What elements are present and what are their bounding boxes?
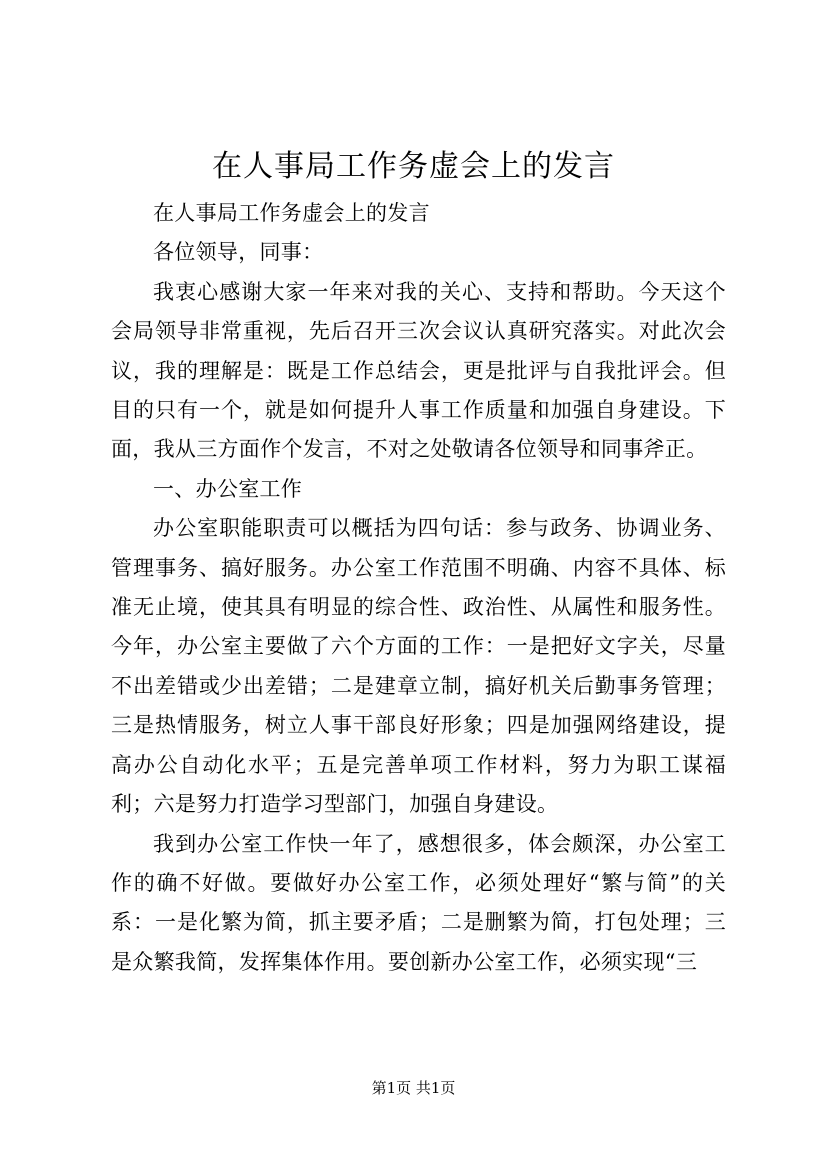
paragraph-subtitle: 在人事局工作务虚会上的发言 <box>153 201 430 225</box>
page-footer: 第1页 共1页 <box>371 1079 456 1097</box>
document-title: 在人事局工作务虚会上的发言 <box>212 149 615 184</box>
paragraph-office-duties: 办公室职能职责可以概括为四句话：参与政务、协调业务、管理事务、搞好服务。办公室工作范围不明确、内容不具体、标准无止境，使其具有明显的综合性、政治性、从属性和服务性。今年，办公室主要做了六个方面的工作：一是把好文字关，尽量不出差错或少出差错；二是建章立制，搞好机关后勤事务管理；三是热情服务，树立人事干部良好形象；四是加强网络建设，提高办公自动化水平；五是完善单项工作材料，努力为职工谋福利；六是努力打造学习型部门，加强自身建设。 <box>111 516 726 817</box>
paragraph-salutation: 各位领导，同事： <box>153 240 324 265</box>
section-heading-office-work: 一、办公室工作 <box>153 476 303 501</box>
paragraph-intro: 我衷心感谢大家一年来对我的关心、支持和帮助。今天这个会局领导非常重视，先后召开三次会议认真研究落实。对此次会议，我的理解是：既是工作总结会，更是批评与自我批评会。但目的只有一个，就是如何提升人事工作质量和加强自身建设。下面，我从三方面作个发言，不对之处敬请各位领导和同事斧正。 <box>111 279 726 462</box>
document-body <box>111 194 726 982</box>
paragraph-office-reflections: 我到办公室工作快一年了，感想很多，体会颇深，办公室工作的确不好做。要做好办公室工作，必须处理好“繁与简”的关系：一是化繁为简，抓主要矛盾；二是删繁为简，打包处理；三是众繁我简，发挥集体作用。要创新办公室工作，必须实现“三 <box>111 831 726 974</box>
